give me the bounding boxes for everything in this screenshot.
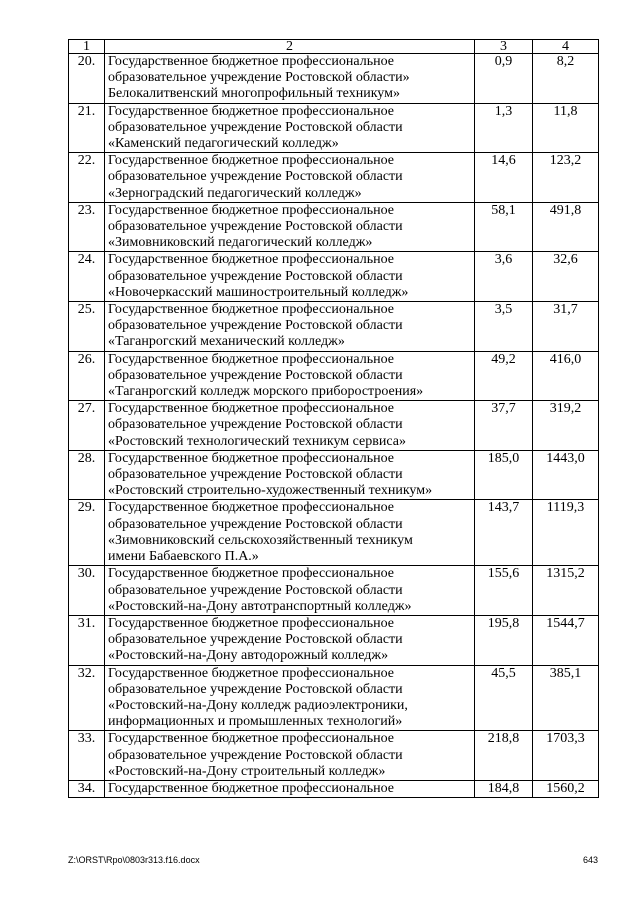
table-row: [69, 615, 599, 665]
column-number-2: 2: [105, 40, 475, 54]
institution-name-line: «Таганрогский механический колледж»: [108, 334, 345, 350]
institution-name: [105, 202, 475, 252]
row-number: 21.: [69, 103, 105, 153]
value-column-4: 1703,3: [533, 731, 599, 781]
institution-name-line: образовательное учреждение Ростовской области: [108, 119, 403, 135]
institution-name: [105, 302, 475, 352]
row-number: 24.: [69, 252, 105, 302]
institution-name-line: Государственное бюджетное профессиональное: [108, 54, 394, 69]
table-row: [69, 401, 599, 451]
institution-name-line: «Ростовский строительно-художественный техникум»: [108, 483, 433, 499]
institution-name-line: Государственное бюджетное профессиональное: [108, 566, 394, 582]
value-column-4: 385,1: [533, 665, 599, 731]
institution-name-line: информационных и промышленных технологий»: [108, 714, 403, 730]
institution-name-line: «Ростовский-на-Дону автодорожный колледж»: [108, 648, 389, 664]
table-row: [69, 500, 599, 566]
institution-name-line: «Зерноградский педагогический колледж»: [108, 185, 362, 201]
institution-name-line: Государственное бюджетное профессиональное: [108, 450, 394, 466]
value-column-3: 3,5: [475, 302, 533, 352]
row-number: 31.: [69, 615, 105, 665]
institution-name-line: образовательное учреждение Ростовской области: [108, 747, 403, 763]
institution-name-line: «Ростовский-на-Дону колледж радиоэлектроники,: [108, 697, 408, 713]
value-column-4: 1119,3: [533, 500, 599, 566]
table-row: [69, 450, 599, 500]
institution-name-line: образовательное учреждение Ростовской области: [108, 318, 403, 334]
row-number: 20.: [69, 54, 105, 104]
table-row: [69, 103, 599, 153]
value-column-3: 1,3: [475, 103, 533, 153]
value-column-3: 3,6: [475, 252, 533, 302]
institution-name: [105, 54, 475, 104]
institution-name-line: образовательное учреждение Ростовской области: [108, 417, 403, 433]
value-column-3: 14,6: [475, 153, 533, 203]
value-column-3: 45,5: [475, 665, 533, 731]
table-row: [69, 202, 599, 252]
institution-name-line: образовательное учреждение Ростовской области: [108, 219, 403, 235]
institution-name: [105, 615, 475, 665]
value-column-3: 155,6: [475, 566, 533, 616]
row-number: 33.: [69, 731, 105, 781]
institution-name: [105, 351, 475, 401]
institution-name-line: Государственное бюджетное профессиональное: [108, 153, 394, 169]
table-row: [69, 153, 599, 203]
value-column-3: 37,7: [475, 401, 533, 451]
institution-name-line: образовательное учреждение Ростовской области: [108, 467, 403, 483]
institution-name: [105, 665, 475, 731]
institution-name-line: образовательное учреждение Ростовской области: [108, 582, 403, 598]
institution-name-line: Государственное бюджетное профессиональное: [108, 665, 394, 681]
table-row: [69, 566, 599, 616]
row-number: 26.: [69, 351, 105, 401]
value-column-3: 143,7: [475, 500, 533, 566]
institution-name-line: Государственное бюджетное профессиональное: [108, 351, 394, 367]
institution-name-line: образовательное учреждение Ростовской области: [108, 681, 403, 697]
institution-name: [105, 401, 475, 451]
institution-name: [105, 103, 475, 153]
table-row: [69, 54, 599, 104]
institution-name-line: «Ростовский технологический техникум сервиса»: [108, 433, 406, 449]
institution-name-line: Государственное бюджетное профессиональное: [108, 500, 394, 516]
institution-name-line: «Новочеркасский машиностроительный колледж»: [108, 284, 409, 300]
value-column-4: 491,8: [533, 202, 599, 252]
institution-name: [105, 500, 475, 566]
institution-name-line: «Ростовский-на-Дону автотранспортный колледж»: [108, 598, 412, 614]
value-column-4: 1315,2: [533, 566, 599, 616]
row-number: 34.: [69, 780, 105, 797]
table-row: [69, 302, 599, 352]
institution-name: [105, 153, 475, 203]
institution-name-line: «Таганрогский колледж морского приборостроения»: [108, 384, 424, 400]
institution-name: [105, 566, 475, 616]
row-number: 22.: [69, 153, 105, 203]
value-column-3: 218,8: [475, 731, 533, 781]
institution-name-line: «Зимовниковский педагогический колледж»: [108, 235, 373, 251]
institution-name-line: Государственное бюджетное профессиональное: [108, 780, 394, 796]
row-number: 27.: [69, 401, 105, 451]
institution-name-line: образовательное учреждение Ростовской области: [108, 169, 403, 185]
value-column-4: 123,2: [533, 153, 599, 203]
value-column-4: 31,7: [533, 302, 599, 352]
table-row: [69, 252, 599, 302]
institution-name: [105, 731, 475, 781]
row-number: 23.: [69, 202, 105, 252]
institution-name-line: Государственное бюджетное профессиональное: [108, 252, 394, 268]
institution-name-line: образовательное учреждение Ростовской области: [108, 367, 403, 383]
table-header-row: [69, 40, 599, 54]
row-number: 25.: [69, 302, 105, 352]
institution-name-line: Государственное бюджетное профессиональное: [108, 202, 394, 218]
value-column-3: 58,1: [475, 202, 533, 252]
institution-name-line: образовательное учреждение Ростовской области: [108, 632, 403, 648]
page-number: 643: [582, 855, 598, 865]
institution-name: [105, 780, 475, 797]
value-column-4: 319,2: [533, 401, 599, 451]
value-column-4: 1544,7: [533, 615, 599, 665]
institution-name-line: имени Бабаевского П.А.»: [108, 549, 259, 565]
document-table: [68, 39, 599, 798]
value-column-3: 185,0: [475, 450, 533, 500]
institution-name-line: образовательное учреждение Ростовской области: [108, 268, 403, 284]
institution-name-line: Государственное бюджетное профессиональное: [108, 731, 394, 747]
institution-name: [105, 450, 475, 500]
institution-name-line: Государственное бюджетное профессиональное: [108, 615, 394, 631]
institution-name-line: образовательное учреждение Ростовской области»: [108, 70, 410, 86]
institution-name-line: Государственное бюджетное профессиональное: [108, 103, 394, 119]
value-column-4: 1560,2: [533, 780, 599, 797]
institution-name-line: Государственное бюджетное профессиональное: [108, 302, 394, 318]
value-column-3: 195,8: [475, 615, 533, 665]
value-column-4: 32,6: [533, 252, 599, 302]
institution-name: [105, 252, 475, 302]
row-number: 32.: [69, 665, 105, 731]
table-row: [69, 731, 599, 781]
value-column-3: 184,8: [475, 780, 533, 797]
institution-name-line: «Ростовский-на-Дону строительный колледж»: [108, 763, 386, 779]
value-column-3: 49,2: [475, 351, 533, 401]
column-number-3: 3: [475, 40, 533, 54]
institution-name-line: Белокалитвенский многопрофильный техникум»: [108, 86, 400, 102]
row-number: 30.: [69, 566, 105, 616]
column-number-4: 4: [533, 40, 599, 54]
table-row: [69, 665, 599, 731]
institution-name-line: «Каменский педагогический колледж»: [108, 136, 339, 152]
institution-name-line: «Зимовниковский сельскохозяйственный техникум: [108, 532, 413, 548]
value-column-4: 8,2: [533, 54, 599, 104]
value-column-3: 0,9: [475, 54, 533, 104]
table-row: [69, 351, 599, 401]
row-number: 29.: [69, 500, 105, 566]
table-row: [69, 780, 599, 797]
column-number-1: 1: [69, 40, 105, 54]
value-column-4: 11,8: [533, 103, 599, 153]
institution-name-line: образовательное учреждение Ростовской области: [108, 516, 403, 532]
file-path: Z:\ORST\Rpo\0803r313.f16.docx: [68, 855, 200, 865]
value-column-4: 1443,0: [533, 450, 599, 500]
row-number: 28.: [69, 450, 105, 500]
institution-name-line: Государственное бюджетное профессиональное: [108, 401, 394, 417]
value-column-4: 416,0: [533, 351, 599, 401]
